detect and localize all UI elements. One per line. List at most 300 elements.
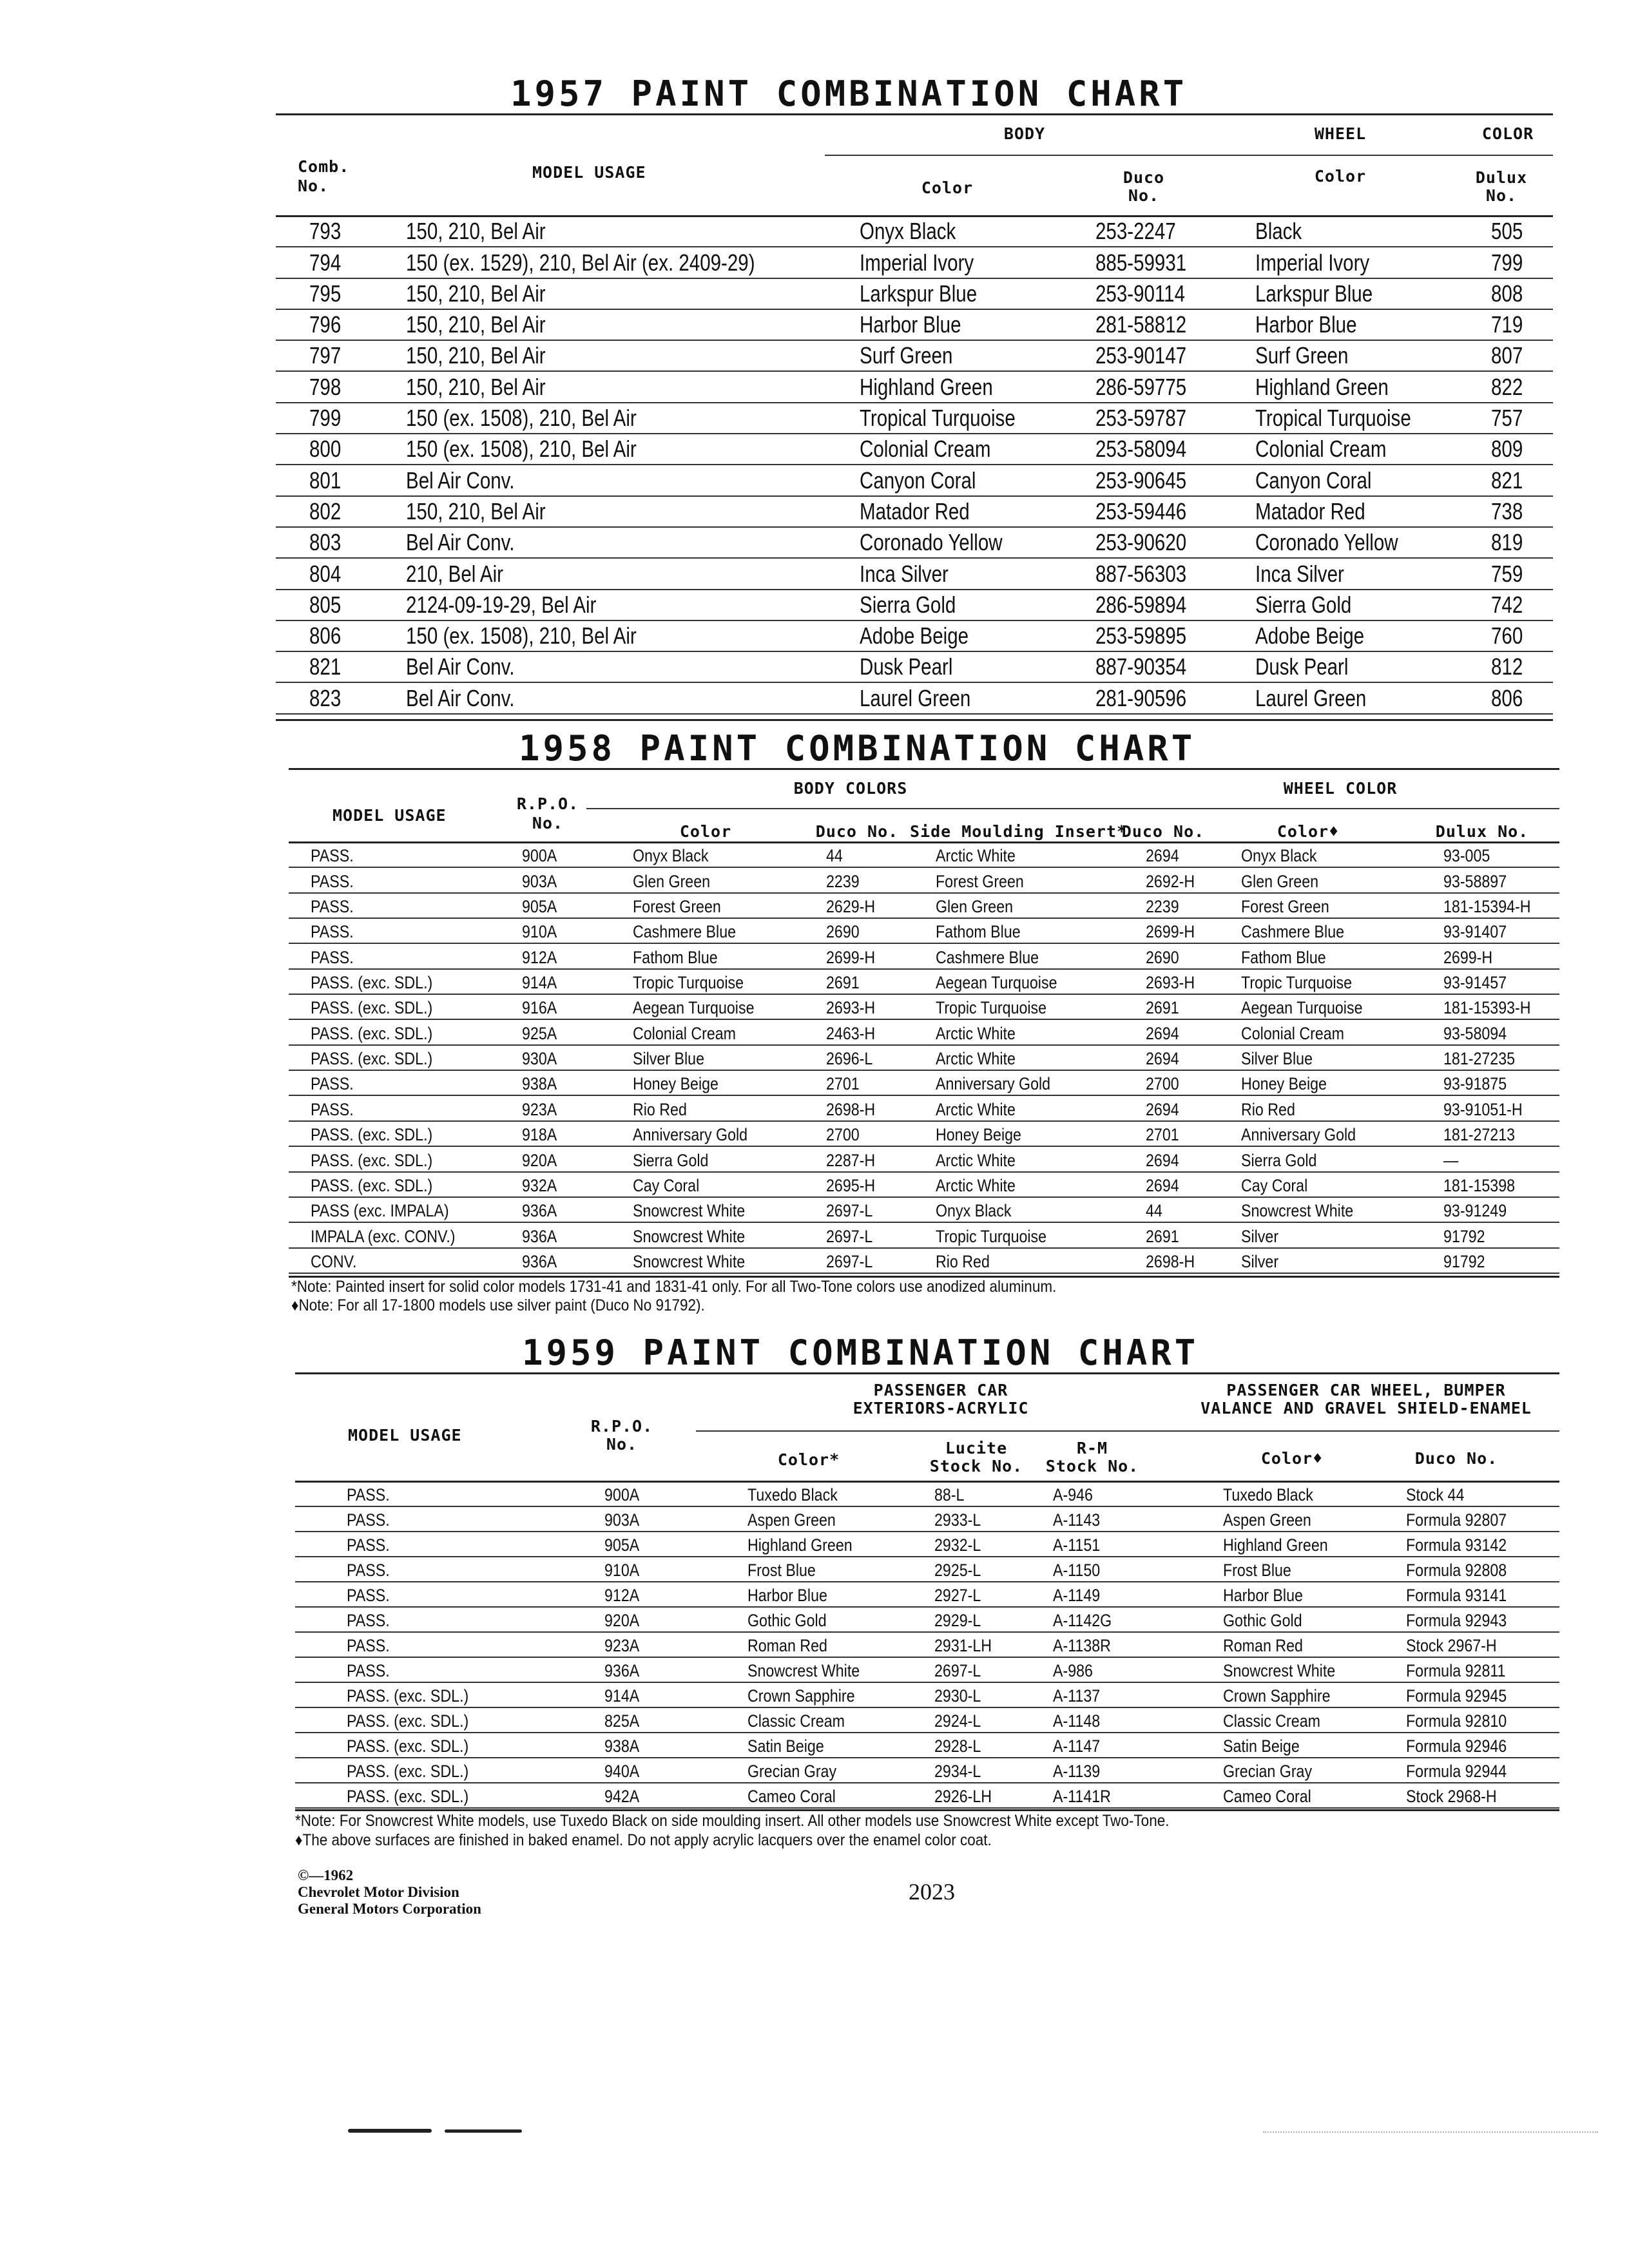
cell-rm-stock-no: A-1137 [1053,1686,1101,1706]
cell-body-color: Cay Coral [633,1175,700,1195]
table-row [289,1223,1559,1248]
cell-body-color: Canyon Coral [860,466,976,494]
cell-wheel-color: Snowcrest White [1241,1201,1354,1221]
cell-body-color: Tropic Turquoise [633,973,744,993]
1957-header-wheel-color: Color [1314,167,1367,186]
cell-wheel-color: Glen Green [1241,871,1319,891]
cell-duco-no: Formula 93142 [1406,1535,1507,1555]
cell-comb-no: 797 [309,342,342,369]
cell-wheel-color: Surf Green [1255,342,1349,369]
cell-wheel-color: Cashmere Blue [1241,922,1345,942]
table-row [276,559,1553,590]
cell-body-color: Fathom Blue [633,947,718,967]
cell-body-color: Roman Red [747,1636,827,1655]
table-row [289,843,1559,868]
cell-body-color: Forest Green [633,897,721,917]
cell-insert-duco-no: 2700 [1146,1074,1179,1094]
cell-body-color: Surf Green [860,342,953,369]
cell-duco-no: 253-59446 [1095,497,1187,524]
table-row [289,1198,1559,1223]
table-row [276,590,1553,621]
table-row [289,970,1559,995]
cell-comb-no: 800 [309,436,342,463]
cell-duco-no: Formula 92811 [1406,1661,1506,1680]
table-row [295,1557,1559,1582]
1957-header-body: BODY [1003,124,1046,143]
cell-wheel-color: Coronado Yellow [1255,529,1398,556]
cell-body-color: Snowcrest White [633,1226,746,1246]
cell-model-usage: PASS. (exc. SDL.) [347,1762,469,1781]
table-row [295,1582,1559,1608]
cell-wheel-color: Grecian Gray [1223,1762,1313,1781]
cell-dulux-no: 505 [1491,218,1523,245]
cell-duco-no: Formula 92810 [1406,1711,1507,1731]
cell-wheel-color: Onyx Black [1241,846,1317,866]
cell-model-usage: Bel Air Conv. [406,684,515,711]
cell-duco-no: 253-58094 [1095,436,1187,463]
footer-corporation: General Motors Corporation [298,1901,481,1917]
cell-duco-no: 2693-H [826,998,876,1018]
cell-dulux-no: 93-91407 [1443,922,1507,942]
1959-header-model-usage: MODEL USAGE [348,1426,462,1445]
table-row [276,528,1553,559]
scan-dotted-line [1263,2131,1598,2133]
cell-wheel-color: Silver Blue [1241,1049,1313,1069]
cell-model-usage: PASS. [347,1561,390,1580]
cell-model-usage: PASS. [347,1535,390,1555]
cell-duco-no: 2691 [826,973,860,993]
cell-rpo-no: 920A [522,1150,557,1170]
cell-model-usage: 150, 210, Bel Air [406,497,546,524]
cell-side-moulding-insert: Arctic White [936,1049,1016,1069]
cell-insert-duco-no: 2691 [1146,998,1179,1018]
cell-body-color: Highland Green [747,1535,853,1555]
cell-body-color: Rio Red [633,1099,687,1119]
cell-model-usage: PASS. [347,1485,390,1504]
cell-wheel-color: Roman Red [1223,1636,1303,1655]
cell-body-color: Laurel Green [860,684,971,711]
cell-insert-duco-no: 2691 [1146,1226,1179,1246]
cell-rpo-no: 940A [604,1762,640,1781]
cell-model-usage: PASS. (exc. SDL.) [347,1736,469,1756]
cell-comb-no: 798 [309,373,342,400]
cell-wheel-color: Cameo Coral [1223,1787,1311,1806]
cell-model-usage: CONV. [311,1251,357,1271]
cell-model-usage: PASS. (exc. SDL.) [311,998,433,1018]
cell-duco-no: 286-59894 [1095,591,1187,618]
cell-side-moulding-insert: Cashmere Blue [936,947,1039,967]
cell-dulux-no: 2699-H [1443,947,1493,967]
cell-dulux-no: 809 [1491,436,1523,463]
1958-header-body-colors: BODY COLORS [793,779,908,798]
cell-duco-no: 253-90114 [1095,280,1185,307]
cell-lucite-stock-no: 2931-LH [934,1636,992,1655]
table-row [289,1071,1559,1096]
cell-wheel-color: Larkspur Blue [1255,280,1373,307]
cell-model-usage: PASS. [311,1074,354,1094]
cell-insert-duco-no: 2694 [1146,1099,1179,1119]
chart-1957-bottom-rule [276,719,1553,721]
cell-body-color: Onyx Black [860,218,956,245]
cell-insert-duco-no: 2699-H [1146,922,1195,942]
1957-header-dulux: Dulux [1475,168,1528,187]
cell-wheel-color: Rio Red [1241,1099,1295,1119]
cell-duco-no: 2701 [826,1074,860,1094]
1959-header-duco-no: Duco No. [1414,1449,1498,1468]
cell-duco-no: 281-58812 [1095,311,1187,338]
cell-body-color: Snowcrest White [633,1251,746,1271]
cell-model-usage: PASS (exc. IMPALA) [311,1201,449,1221]
cell-lucite-stock-no: 2927-L [934,1586,981,1605]
cell-rpo-no: 910A [604,1561,640,1580]
cell-model-usage: 150, 210, Bel Air [406,218,546,245]
cell-model-usage: Bel Air Conv. [406,466,515,494]
cell-body-color: Snowcrest White [633,1201,746,1221]
1958-header-group-rule [586,808,1559,809]
cell-wheel-color: Tropic Turquoise [1241,973,1353,993]
cell-model-usage: PASS. (exc. SDL.) [311,1125,433,1145]
cell-duco-no: 2629-H [826,897,876,917]
cell-model-usage: 210, Bel Air [406,560,503,587]
cell-rpo-no: 825A [604,1711,640,1731]
cell-dulux-no: 181-15398 [1443,1175,1516,1195]
cell-duco-no: 253-59787 [1095,405,1187,432]
cell-rpo-no: 900A [604,1485,640,1504]
cell-dulux-no: 93-91249 [1443,1201,1507,1221]
table-row [295,1608,1559,1633]
cell-dulux-no: 93-91457 [1443,973,1507,993]
cell-rpo-no: 914A [522,973,557,993]
cell-rpo-no: 912A [522,947,557,967]
cell-side-moulding-insert: Aegean Turquoise [936,973,1057,993]
1957-header-duco-no: No. [1128,186,1160,205]
table-row [289,1249,1559,1274]
1958-header-dulux-no: Dulux No. [1435,822,1529,841]
cell-duco-no: 2697-L [826,1251,873,1271]
table-row [295,1683,1559,1708]
cell-wheel-color: Fathom Blue [1241,947,1326,967]
cell-comb-no: 821 [309,653,342,680]
cell-insert-duco-no: 2239 [1146,897,1179,917]
cell-body-color: Tuxedo Black [747,1485,838,1504]
table-row [276,341,1553,372]
cell-wheel-color: Colonial Cream [1255,436,1387,463]
cell-body-color: Matador Red [860,497,970,524]
table-row [276,434,1553,465]
table-row [295,1758,1559,1783]
cell-insert-duco-no: 2694 [1146,1023,1179,1043]
cell-duco-no: 2698-H [826,1099,876,1119]
cell-side-moulding-insert: Arctic White [936,1023,1016,1043]
1959-header-rm-no: Stock No. [1045,1457,1139,1475]
cell-dulux-no: 738 [1491,497,1523,524]
cell-duco-no: 253-59895 [1095,622,1187,649]
cell-body-color: Coronado Yellow [860,529,1003,556]
cell-lucite-stock-no: 2933-L [934,1510,981,1530]
table-row [289,1122,1559,1147]
cell-dulux-no: 799 [1491,249,1523,276]
cell-model-usage: 2124-09-19-29, Bel Air [406,591,597,618]
1958-header-duco-no: Duco No. [815,822,899,841]
table-row [276,621,1553,652]
cell-wheel-color: Anniversary Gold [1241,1125,1356,1145]
cell-insert-duco-no: 2694 [1146,1049,1179,1069]
cell-wheel-color: Gothic Gold [1223,1611,1302,1630]
cell-comb-no: 802 [309,497,342,524]
table-row [295,1783,1559,1809]
cell-dulux-no: — [1443,1150,1459,1170]
cell-body-color: Classic Cream [747,1711,845,1731]
table-row [276,465,1553,496]
cell-rm-stock-no: A-1151 [1053,1535,1101,1555]
cell-model-usage: PASS. [347,1510,390,1530]
cell-model-usage: PASS. (exc. SDL.) [311,1175,433,1195]
cell-dulux-no: 93-91051-H [1443,1099,1523,1119]
cell-comb-no: 795 [309,280,342,307]
cell-side-moulding-insert: Tropic Turquoise [936,1226,1047,1246]
cell-wheel-color: Sierra Gold [1255,591,1352,618]
cell-model-usage: PASS. [311,871,354,891]
footer-division: Chevrolet Motor Division [298,1884,459,1900]
cell-dulux-no: 819 [1491,529,1523,556]
cell-insert-duco-no: 2694 [1146,846,1179,866]
cell-model-usage: PASS. (exc. SDL.) [347,1711,469,1731]
cell-side-moulding-insert: Arctic White [936,1175,1016,1195]
cell-rpo-no: 903A [604,1510,640,1530]
chart-1957-top-rule [276,113,1553,115]
cell-rm-stock-no: A-1141R [1053,1787,1111,1806]
table-row [289,1147,1559,1172]
cell-body-color: Aspen Green [747,1510,836,1530]
chart-1959-top-rule [295,1372,1559,1374]
cell-rm-stock-no: A-1143 [1053,1510,1101,1530]
cell-rpo-no: 942A [604,1787,640,1806]
cell-body-color: Highland Green [860,373,993,400]
cell-model-usage: 150, 210, Bel Air [406,311,546,338]
cell-insert-duco-no: 2693-H [1146,973,1195,993]
cell-dulux-no: 759 [1491,560,1523,587]
1957-table-body [276,216,1553,715]
cell-dulux-no: 821 [1491,466,1523,494]
cell-body-color: Snowcrest White [747,1661,860,1680]
1958-header-wheel-color: WHEEL COLOR [1283,779,1398,798]
cell-duco-no: 885-59931 [1095,249,1187,276]
cell-body-color: Sierra Gold [633,1150,709,1170]
cell-comb-no: 796 [309,311,342,338]
cell-side-moulding-insert: Arctic White [936,846,1016,866]
cell-duco-no: 2463-H [826,1023,876,1043]
cell-rpo-no: 936A [604,1661,640,1680]
cell-dulux-no: 181-15394-H [1443,897,1531,917]
cell-model-usage: 150 (ex. 1508), 210, Bel Air [406,405,637,432]
1957-header-wheel: WHEEL [1314,124,1367,143]
table-row [289,1173,1559,1198]
cell-side-moulding-insert: Forest Green [936,871,1024,891]
cell-duco-no: 2697-L [826,1201,873,1221]
cell-side-moulding-insert: Tropic Turquoise [936,998,1047,1018]
table-row [289,944,1559,969]
cell-wheel-color: Crown Sapphire [1223,1686,1331,1706]
cell-body-color: Silver Blue [633,1049,704,1069]
cell-dulux-no: 807 [1491,342,1523,369]
table-row [295,1733,1559,1758]
cell-wheel-color: Silver [1241,1251,1279,1271]
cell-dulux-no: 181-15393-H [1443,998,1531,1018]
table-row [295,1633,1559,1658]
cell-model-usage: 150 (ex. 1529), 210, Bel Air (ex. 2409-29) [406,249,755,276]
cell-duco-no: Stock 44 [1406,1485,1465,1504]
1959-note-1: *Note: For Snowcrest White models, use Tuxedo Black on side moulding insert. All other models use Snowcrest White except Two-Tone. [295,1812,1170,1830]
cell-insert-duco-no: 2698-H [1146,1251,1195,1271]
1958-header-duco-no-2: Duco No. [1121,822,1205,841]
cell-dulux-no: 93-005 [1443,846,1490,866]
1957-header-dulux-no: No. [1485,186,1518,205]
cell-rpo-no: 912A [604,1586,640,1605]
table-row [289,868,1559,893]
cell-dulux-no: 181-27213 [1443,1125,1516,1145]
cell-lucite-stock-no: 2934-L [934,1762,981,1781]
cell-wheel-color: Silver [1241,1226,1279,1246]
cell-rm-stock-no: A-986 [1053,1661,1093,1680]
cell-body-color: Harbor Blue [747,1586,827,1605]
1957-header-group-rule [825,155,1553,156]
cell-rpo-no: 900A [522,846,557,866]
cell-dulux-no: 91792 [1443,1226,1485,1246]
table-row [295,1708,1559,1733]
page-number: 2023 [909,1879,955,1905]
1958-note-1: *Note: Painted insert for solid color models 1731-41 and 1831-41 only. For all Two-Tone colors use anodized aluminum. [291,1278,1057,1296]
cell-rpo-no: 916A [522,998,557,1018]
1958-header-wheel-color-col: Color♦ [1277,822,1340,841]
cell-insert-duco-no: 2692-H [1146,871,1195,891]
cell-rpo-no: 936A [522,1226,557,1246]
cell-wheel-color: Snowcrest White [1223,1661,1336,1680]
cell-comb-no: 805 [309,591,342,618]
1959-header-rm: R-M [1076,1439,1108,1457]
cell-comb-no: 804 [309,560,342,587]
cell-insert-duco-no: 2701 [1146,1125,1179,1145]
cell-rpo-no: 936A [522,1251,557,1271]
cell-rpo-no: 925A [522,1023,557,1043]
cell-model-usage: 150 (ex. 1508), 210, Bel Air [406,622,637,649]
cell-body-color: Onyx Black [633,846,709,866]
cell-rm-stock-no: A-1139 [1053,1762,1101,1781]
cell-dulux-no: 93-58897 [1443,871,1507,891]
1957-header-body-color: Color [921,178,974,197]
cell-rpo-no: 910A [522,922,557,942]
cell-duco-no: 253-90620 [1095,529,1187,556]
cell-dulux-no: 806 [1491,684,1523,711]
1959-table-body [295,1482,1559,1809]
cell-rm-stock-no: A-1148 [1053,1711,1101,1731]
cell-model-usage: PASS. [311,1099,354,1119]
cell-model-usage: PASS. [347,1611,390,1630]
1959-header-rpo-no: No. [606,1435,638,1454]
cell-comb-no: 823 [309,684,342,711]
cell-duco-no: Formula 92944 [1406,1762,1507,1781]
1959-note-2: ♦The above surfaces are finished in baked enamel. Do not apply acrylic lacquers over the enamel color coat. [295,1831,992,1849]
cell-wheel-color: Cay Coral [1241,1175,1308,1195]
cell-duco-no: 253-90147 [1095,342,1187,369]
cell-wheel-color: Aegean Turquoise [1241,998,1363,1018]
cell-wheel-color: Highland Green [1223,1535,1328,1555]
cell-body-color: Harbor Blue [860,311,961,338]
cell-model-usage: Bel Air Conv. [406,529,515,556]
cell-wheel-color: Inca Silver [1255,560,1344,587]
cell-duco-no: 2696-L [826,1049,873,1069]
cell-model-usage: 150, 210, Bel Air [406,280,546,307]
cell-model-usage: 150, 210, Bel Air [406,342,546,369]
cell-model-usage: PASS. [311,846,354,866]
cell-model-usage: Bel Air Conv. [406,653,515,680]
table-row [295,1532,1559,1557]
cell-side-moulding-insert: Glen Green [936,897,1014,917]
cell-model-usage: PASS. [311,897,354,917]
cell-side-moulding-insert: Arctic White [936,1099,1016,1119]
table-row [276,310,1553,341]
cell-model-usage: 150, 210, Bel Air [406,373,546,400]
table-row [276,652,1553,683]
cell-model-usage: PASS. (exc. SDL.) [311,1023,433,1043]
cell-duco-no: 2699-H [826,947,876,967]
cell-rpo-no: 905A [522,897,557,917]
cell-rpo-no: 923A [522,1099,557,1119]
cell-rm-stock-no: A-946 [1053,1485,1093,1504]
cell-rpo-no: 930A [522,1049,557,1069]
table-row [276,247,1553,278]
cell-comb-no: 801 [309,466,342,494]
cell-rpo-no: 918A [522,1125,557,1145]
cell-dulux-no: 760 [1491,622,1523,649]
cell-rm-stock-no: A-1150 [1053,1561,1101,1580]
cell-wheel-color: Aspen Green [1223,1510,1311,1530]
cell-dulux-no: 93-58094 [1443,1023,1507,1043]
cell-wheel-color: Laurel Green [1255,684,1367,711]
cell-wheel-color: Highland Green [1255,373,1389,400]
1958-table-body [289,843,1559,1274]
cell-duco-no: 2700 [826,1125,860,1145]
cell-comb-no: 794 [309,249,342,276]
cell-insert-duco-no: 2694 [1146,1150,1179,1170]
1958-header-rpo: R.P.O. [516,794,579,813]
chart-1958-top-rule [289,768,1559,770]
cell-rpo-no: 914A [604,1686,640,1706]
1957-header-comb: Comb. [298,157,350,176]
cell-dulux-no: 719 [1491,311,1523,338]
1959-header-rpo: R.P.O. [590,1417,653,1436]
cell-lucite-stock-no: 2928-L [934,1736,981,1756]
cell-duco-no: Formula 92946 [1406,1736,1507,1756]
cell-comb-no: 793 [309,218,342,245]
table-row [276,216,1553,247]
cell-body-color: Grecian Gray [747,1762,837,1781]
cell-lucite-stock-no: 2925-L [934,1561,981,1580]
cell-body-color: Cashmere Blue [633,922,737,942]
cell-dulux-no: 808 [1491,280,1523,307]
scan-smudge-left [348,2129,432,2133]
chart-1958-title: 1958 PAINT COMBINATION CHART [519,728,1196,769]
cell-rm-stock-no: A-1138R [1053,1636,1111,1655]
cell-body-color: Aegean Turquoise [633,998,755,1018]
cell-body-color: Satin Beige [747,1736,824,1756]
table-row [276,279,1553,310]
cell-rm-stock-no: A-1149 [1053,1586,1101,1605]
cell-wheel-color: Black [1255,218,1302,245]
cell-duco-no: 2697-L [826,1226,873,1246]
cell-model-usage: PASS. [347,1636,390,1655]
cell-model-usage: PASS. (exc. SDL.) [311,1049,433,1069]
table-row [289,919,1559,944]
